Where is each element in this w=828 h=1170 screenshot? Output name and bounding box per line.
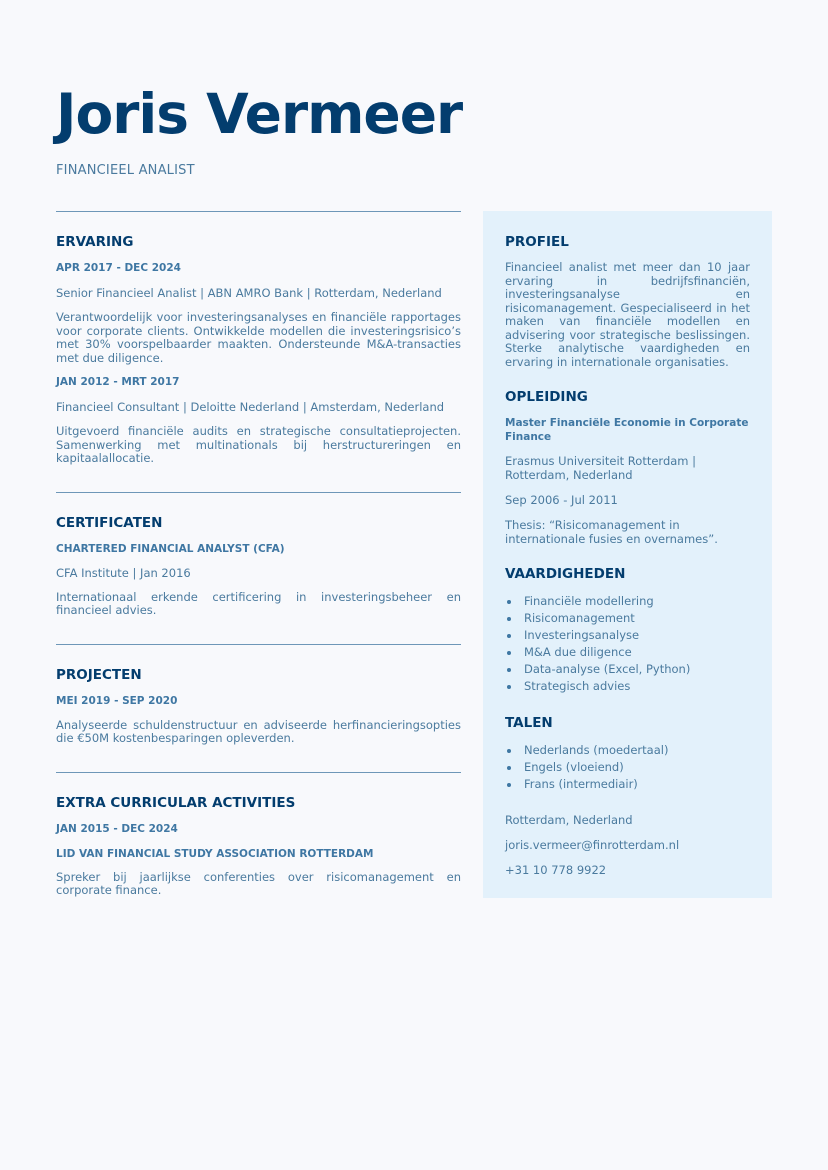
experience-role: Senior Financieel Analist | ABN AMRO Bank | Rotterdam, Nederland [56, 286, 442, 300]
extracurricular-section [56, 773, 461, 924]
experience-description: Uitgevoerd financiële audits en strategische consultatieprojecten. Samenwerking met multinationals bij herstructureringen en kapitaalallocatie. [56, 424, 461, 465]
education-degree: Master Financiële Economie in Corporate Finance [505, 417, 749, 443]
extracurricular-role: LID VAN FINANCIAL STUDY ASSOCIATION ROTTERDAM [56, 847, 374, 860]
contact-location: Rotterdam, Nederland [505, 813, 633, 827]
job-title: FINANCIEEL ANALIST [56, 163, 195, 178]
skill-item: Financiële modellering [505, 593, 750, 610]
skill-item: Risicomanagement [505, 610, 750, 627]
languages-section [505, 715, 750, 793]
certificate-description: Internationaal erkende certificering in investeringsbeheer en financieel advies. [56, 589, 461, 617]
experience-description: Verantwoordelijk voor investeringsanalyses en financiële rapportages voor corporate clients. Ontwikkelde modellen die investeringsrisico’s met 30% voorspelbaarder maakten. Ondersteunde M&A-transacties met due diligence. [56, 310, 461, 365]
languages-list [505, 742, 750, 793]
education-section [505, 389, 750, 546]
certificates-heading: CERTIFICATEN [56, 514, 163, 531]
education-thesis: Thesis: “Risicomanagement in internationale fusies en overnames”. [505, 518, 718, 546]
skills-section [505, 566, 750, 695]
profile-section [505, 234, 750, 369]
language-item: Frans (intermediair) [505, 776, 750, 793]
extracurricular-heading: EXTRA CURRICULAR ACTIVITIES [56, 794, 296, 811]
profile-heading: PROFIEL [505, 234, 569, 250]
skill-item: M&A due diligence [505, 644, 750, 661]
candidate-name: Joris Vermeer [56, 82, 463, 146]
skills-list [505, 593, 750, 695]
education-heading: OPLEIDING [505, 389, 588, 405]
skills-heading: VAARDIGHEDEN [505, 566, 626, 582]
languages-heading: TALEN [505, 715, 553, 731]
projects-section [56, 645, 461, 772]
certificates-section [56, 493, 461, 644]
skill-item: Investeringsanalyse [505, 627, 750, 644]
extracurricular-dates: JAN 2015 - DEC 2024 [56, 822, 178, 835]
certificate-name: CHARTERED FINANCIAL ANALYST (CFA) [56, 542, 285, 555]
contact-phone[interactable]: +31 10 778 9922 [505, 863, 607, 877]
experience-role: Financieel Consultant | Deloitte Nederland | Amsterdam, Nederland [56, 400, 445, 414]
contact-email[interactable]: joris.vermeer@finrotterdam.nl [505, 838, 680, 852]
experience-dates: APR 2017 - DEC 2024 [56, 262, 181, 274]
main-column [56, 211, 461, 924]
education-school: Erasmus Universiteit Rotterdam | Rotterdam, Nederland [505, 454, 697, 482]
extracurricular-description: Spreker bij jaarlijkse conferenties over risicomanagement en corporate finance. [56, 869, 461, 897]
education-dates: Sep 2006 - Jul 2011 [505, 493, 618, 507]
certificate-issuer: CFA Institute | Jan 2016 [56, 565, 191, 580]
language-item: Nederlands (moedertaal) [505, 742, 750, 759]
language-item: Engels (vloeiend) [505, 759, 750, 776]
experience-heading: ERVARING [56, 234, 134, 250]
projects-heading: PROJECTEN [56, 666, 142, 683]
project-description: Analyseerde schuldenstructuur en adviseerde herfinancieringsopties die €50M kostenbesparingen opleverden. [56, 717, 461, 745]
profile-text: Financieel analist met meer dan 10 jaar ervaring in bedrijfsfinanciën, investeringsanalyse en risicomanagement. Gespecialiseerd in het maken van financiële modellen en advisering voor strategische beslissingen. Sterke analytische vaardigheden en ervaring in internationale organisaties. [505, 260, 750, 369]
skill-item: Data-analyse (Excel, Python) [505, 661, 750, 678]
experience-dates: JAN 2012 - MRT 2017 [56, 376, 180, 388]
contact-section [505, 813, 750, 877]
skill-item: Strategisch advies [505, 678, 750, 695]
experience-section [56, 212, 461, 492]
project-dates: MEI 2019 - SEP 2020 [56, 694, 178, 707]
sidebar [483, 211, 772, 898]
